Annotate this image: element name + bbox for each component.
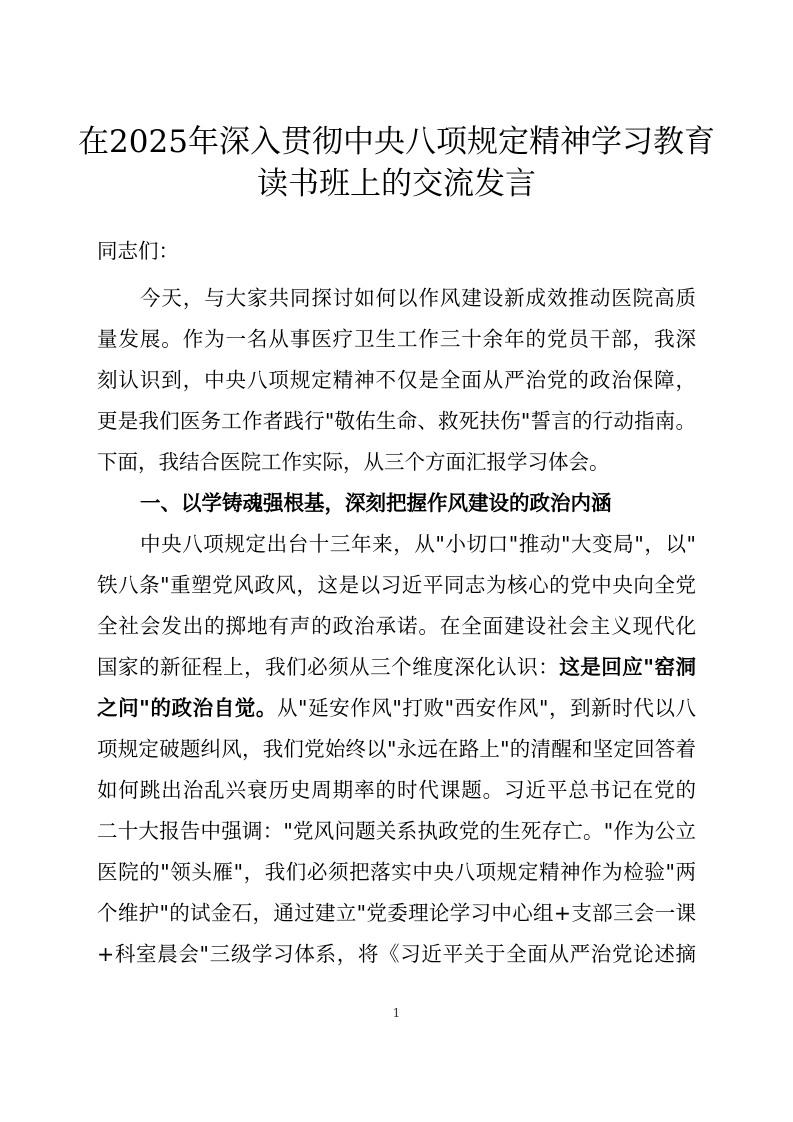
salutation: 同志们：: [97, 239, 179, 263]
document-title-line1: 在2025年深入贯彻中央八项规定精神学习教育: [78, 124, 715, 160]
paragraph-line: [97, 610, 696, 642]
bold-text: 之问"的政治自觉。: [97, 696, 277, 720]
paragraph-line: [140, 282, 696, 314]
paragraph-line: [97, 569, 696, 601]
text-run: 今天，与大家共同探讨如何以作风建设新成效推动医院高质: [140, 286, 696, 310]
paragraph-line: [97, 733, 696, 765]
paragraph-line: [97, 774, 696, 806]
text-run: +科室晨会"三级学习体系，将《习近平关于全面从严治党论述摘: [97, 942, 696, 966]
document-title-line2: 读书班上的交流发言: [257, 166, 536, 202]
text-run: 中央八项规定出台十三年来，从"小切口"推动"大变局"，以": [140, 532, 696, 556]
paragraph-line: [97, 815, 696, 847]
text-run: 如何跳出治乱兴衰历史周期率的时代课题。习近平总书记在党的: [97, 778, 696, 802]
paragraph-line: [97, 446, 696, 478]
text-run: 全社会发出的掷地有声的政治承诺。在全面建设社会主义现代化: [97, 614, 696, 638]
paragraph-line: [97, 938, 696, 970]
paragraph-line: [97, 856, 696, 888]
section-heading: [140, 487, 696, 519]
paragraph-line: [97, 897, 696, 929]
paragraph-line: [97, 323, 696, 355]
text-run: 医院的"领头雁"，我们必须把落实中央八项规定精神作为检验"两: [97, 860, 696, 884]
paragraph-line: [140, 528, 696, 560]
text-run: 国家的新征程上，我们必须从三个维度深化认识：: [97, 655, 560, 679]
bold-text: 这是回应"窑洞: [559, 655, 696, 679]
text-run: 下面，我结合医院工作实际，从三个方面汇报学习体会。: [97, 450, 610, 474]
text-run: 刻认识到，中央八项规定精神不仅是全面从严治党的政治保障，: [97, 368, 696, 392]
paragraph-line: [97, 405, 696, 437]
paragraph-line: [97, 692, 696, 724]
text-run: 量发展。作为一名从事医疗卫生工作三十余年的党员干部，我深: [97, 327, 696, 351]
text-run: 个维护"的试金石，通过建立"党委理论学习中心组+支部三会一课: [97, 901, 696, 925]
text-run: 一、以学铸魂强根基，深刻把握作风建设的政治内涵: [140, 491, 612, 515]
text-run: 项规定破题纠风，我们党始终以"永远在路上"的清醒和坚定回答着: [97, 737, 696, 761]
page-number: 1: [392, 1006, 401, 1020]
text-run: 更是我们医务工作者践行"敬佑生命、救死扶伤"誓言的行动指南。: [97, 409, 696, 433]
text-run: 从"延安作风"打败"西安作风"，到新时代以八: [276, 696, 697, 720]
paragraph-line: [97, 364, 696, 396]
paragraph-line: [97, 651, 696, 683]
text-run: 二十大报告中强调："党风问题关系执政党的生死存亡。"作为公立: [97, 819, 696, 843]
text-run: 铁八条"重塑党风政风，这是以习近平同志为核心的党中央向全党: [97, 573, 696, 597]
